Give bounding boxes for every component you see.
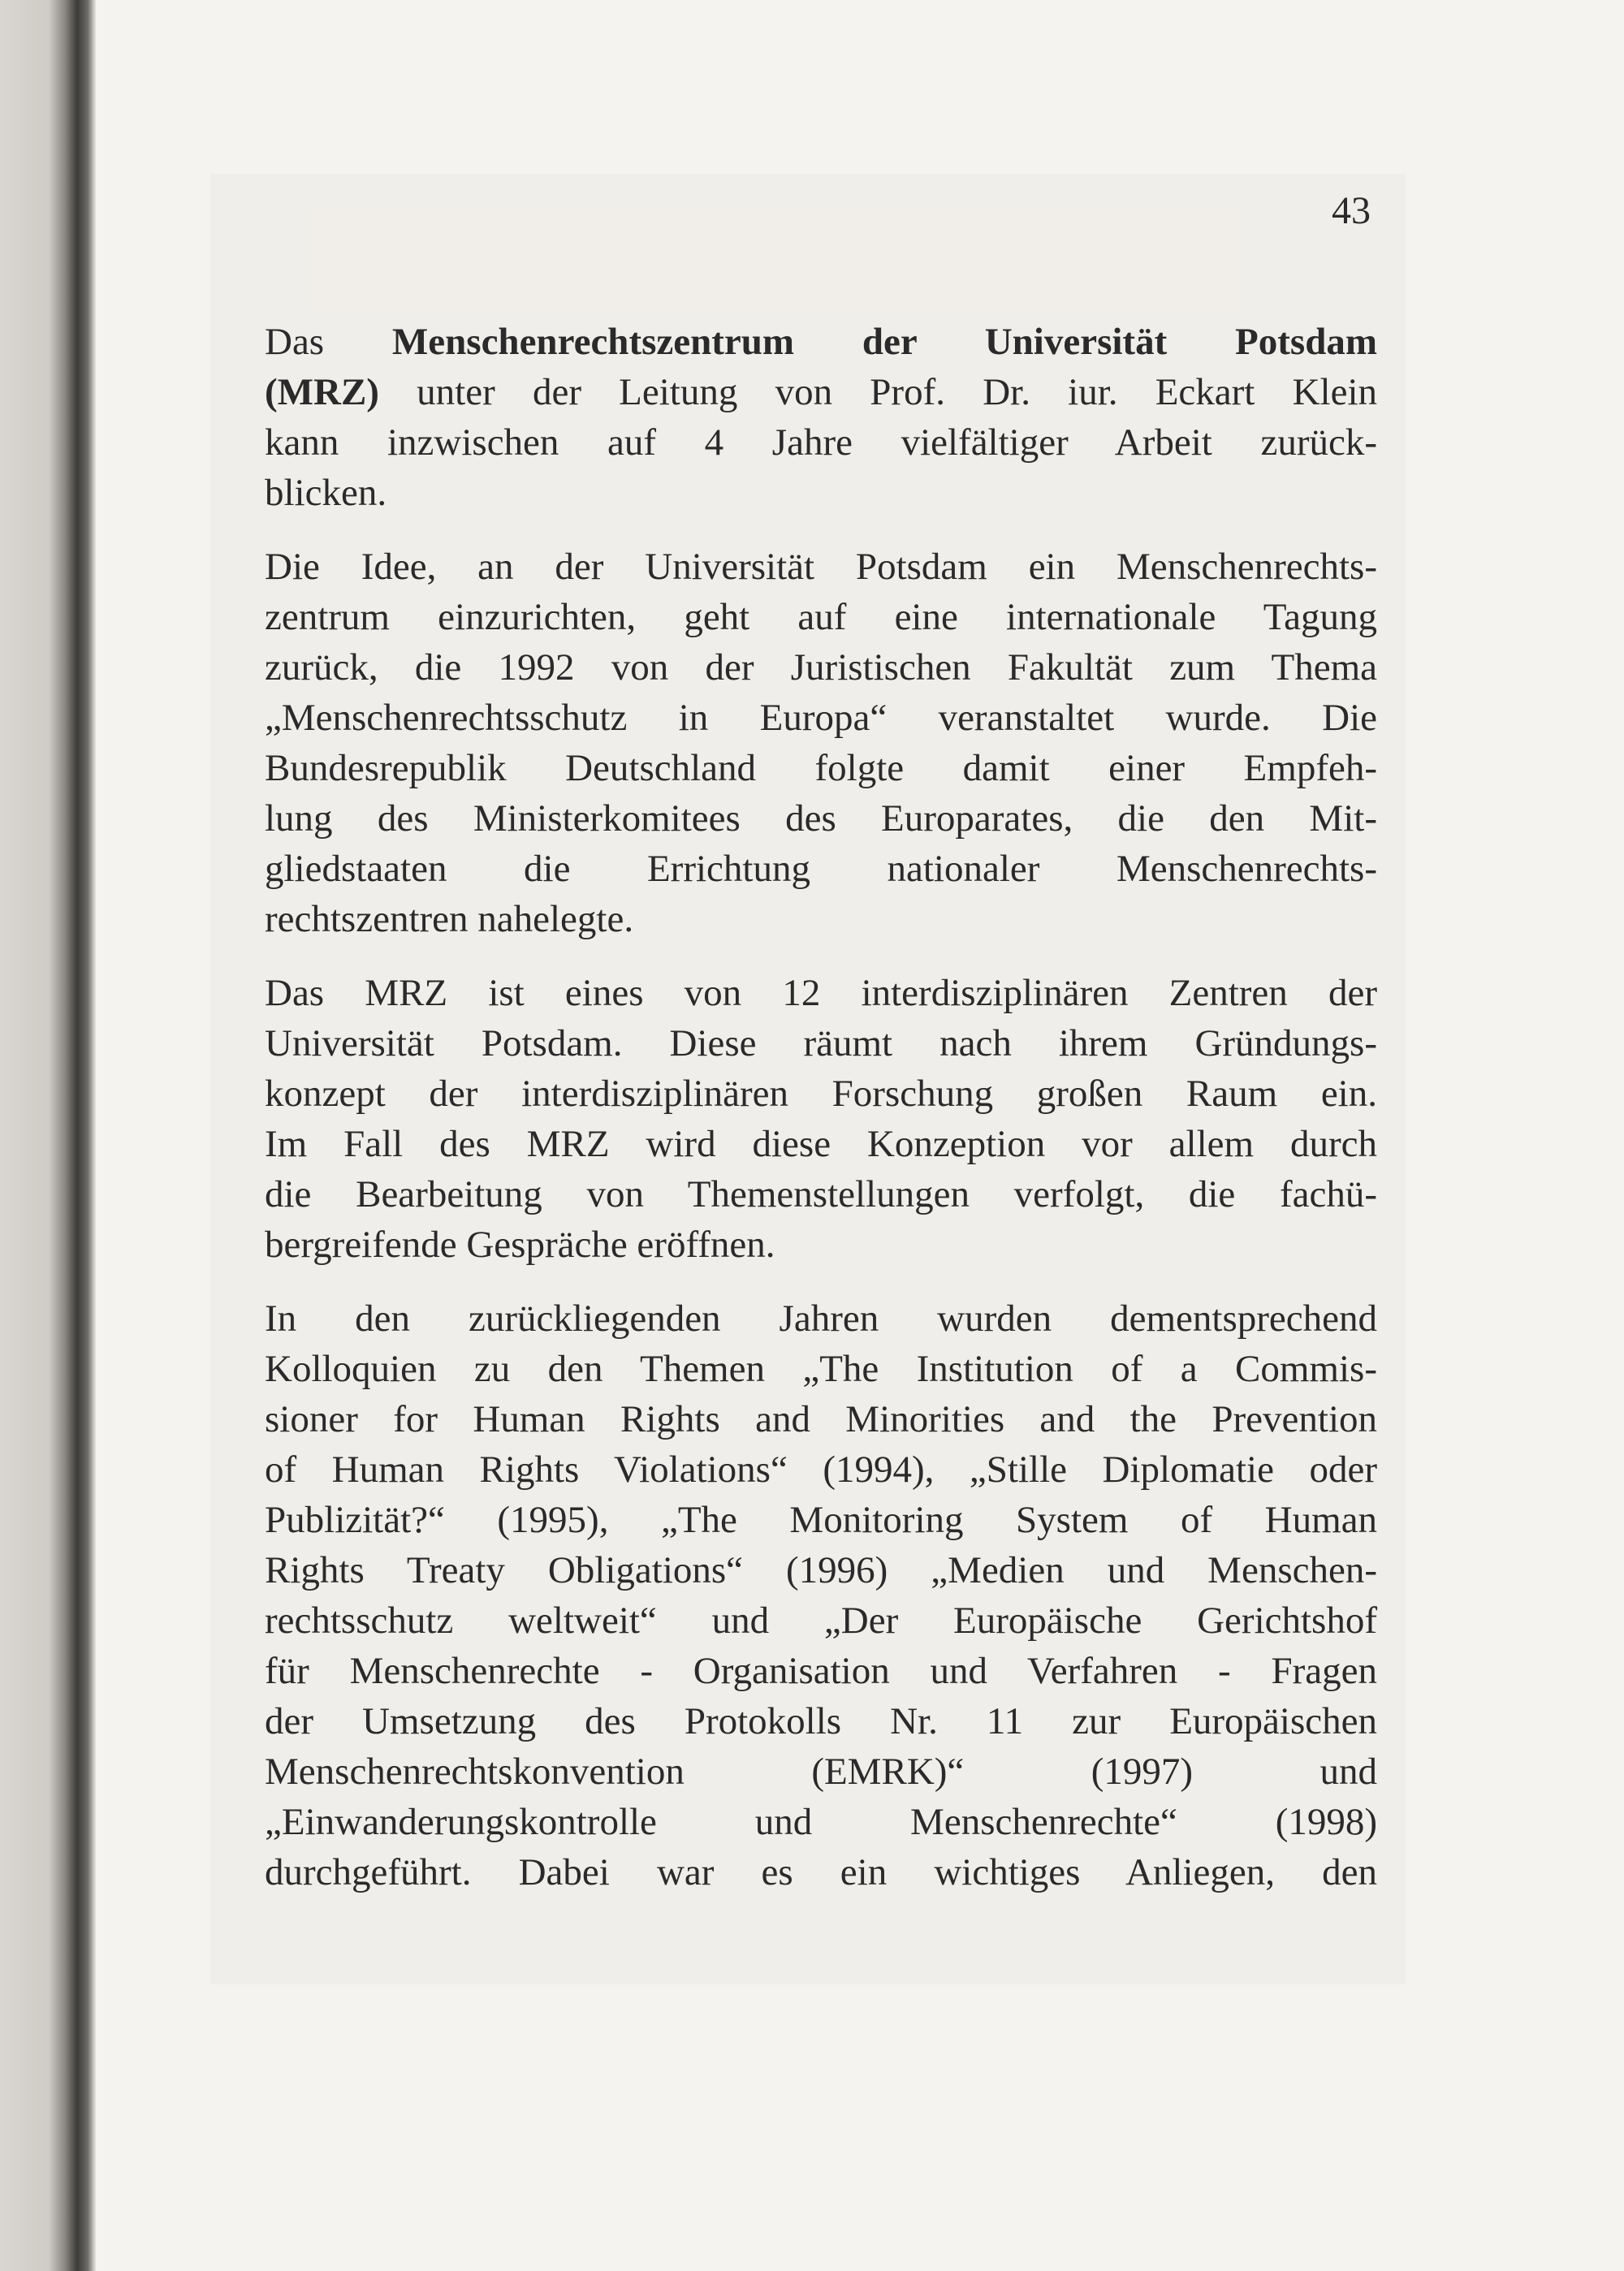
text-line (265, 1293, 1377, 1344)
text-span: Das MRZ ist eines von 12 interdisziplinären Zentren der (265, 972, 1377, 1014)
bold-text: (MRZ) (265, 371, 379, 413)
text-line (265, 1545, 1377, 1595)
text-line (265, 542, 1377, 592)
text-line (265, 642, 1377, 693)
body-text (265, 317, 1377, 1921)
text-line (265, 1394, 1377, 1444)
text-line (265, 743, 1377, 793)
text-line (265, 1018, 1377, 1069)
text-span: kann inzwischen auf 4 Jahre vielfältiger Arbeit zurück- (265, 421, 1377, 464)
text-span: Universität Potsdam. Diese räumt nach ihrem Gründungs- (265, 1022, 1377, 1064)
text-span: sioner for Human Rights and Minorities and the Prevention (265, 1398, 1377, 1440)
text-line (265, 1444, 1377, 1495)
text-line (265, 367, 1377, 417)
text-span: rechtszentren nahelegte. (265, 898, 634, 940)
text-line (265, 793, 1377, 844)
text-line (265, 1069, 1377, 1119)
text-span: Das (265, 321, 392, 363)
text-line (265, 844, 1377, 894)
bold-text: Menschenrechtszentrum der Universität Potsdam (391, 321, 1377, 363)
text-line (265, 1696, 1377, 1746)
text-line (265, 894, 1377, 944)
text-span: In den zurückliegenden Jahren wurden dementsprechend (265, 1297, 1377, 1340)
text-span: Bundesrepublik Deutschland folgte damit einer Empfeh- (265, 747, 1377, 789)
text-line (265, 1344, 1377, 1394)
text-line (265, 1169, 1377, 1220)
text-span: Publizität?“ (1995), „The Monitoring System of Human (265, 1499, 1377, 1541)
paragraph (265, 317, 1377, 518)
text-span: Die Idee, an der Universität Potsdam ein Menschenrechts- (265, 546, 1377, 588)
text-span: „Einwanderungskontrolle und Menschenrechte“ (1998) (265, 1801, 1377, 1843)
text-span: der Umsetzung des Protokolls Nr. 11 zur Europäischen (265, 1700, 1377, 1742)
text-line (265, 1495, 1377, 1545)
text-line (265, 317, 1377, 367)
text-span: „Menschenrechtsschutz in Europa“ veranstaltet wurde. Die (265, 697, 1377, 739)
text-line (265, 1797, 1377, 1847)
text-line (265, 1646, 1377, 1696)
text-line (265, 1220, 1377, 1270)
text-line (265, 417, 1377, 468)
text-span: die Bearbeitung von Themenstellungen verfolgt, die fachü- (265, 1173, 1377, 1215)
page-number: 43 (1332, 189, 1371, 232)
text-line (265, 592, 1377, 642)
text-line (265, 1119, 1377, 1169)
text-line (265, 1847, 1377, 1898)
text-span: Rights Treaty Obligations“ (1996) „Medien und Menschen- (265, 1549, 1377, 1591)
text-span: of Human Rights Violations“ (1994), „Stille Diplomatie oder (265, 1449, 1377, 1491)
text-span: zentrum einzurichten, geht auf eine internationale Tagung (265, 596, 1377, 638)
text-span: Kolloquien zu den Themen „The Institution of a Commis- (265, 1348, 1377, 1390)
paragraph (265, 542, 1377, 944)
text-span: Im Fall des MRZ wird diese Konzeption vor allem durch (265, 1123, 1377, 1165)
text-line (265, 693, 1377, 743)
text-span: bergreifende Gespräche eröffnen. (265, 1224, 775, 1266)
paragraph (265, 1293, 1377, 1898)
text-span: gliedstaaten die Errichtung nationaler Menschenrechts- (265, 848, 1377, 890)
text-span: blicken. (265, 472, 387, 514)
text-line (265, 1746, 1377, 1797)
text-line (265, 968, 1377, 1018)
paragraph (265, 968, 1377, 1270)
text-span: durchgeführt. Dabei war es ein wichtiges Anliegen, den (265, 1851, 1377, 1893)
text-line (265, 1595, 1377, 1646)
text-span: rechtsschutz weltweit“ und „Der Europäische Gerichtshof (265, 1600, 1377, 1642)
text-span: unter der Leitung von Prof. Dr. iur. Eckart Klein (378, 371, 1377, 413)
text-span: Menschenrechtskonvention (EMRK)“ (1997) und (265, 1751, 1377, 1793)
text-span: zurück, die 1992 von der Juristischen Fakultät zum Thema (265, 646, 1377, 689)
text-span: lung des Ministerkomitees des Europarates, die den Mit- (265, 797, 1377, 840)
text-span: konzept der interdisziplinären Forschung großen Raum ein. (265, 1073, 1377, 1115)
text-span: für Menschenrechte - Organisation und Verfahren - Fragen (265, 1650, 1377, 1692)
text-line (265, 468, 1377, 518)
book-binding-edge (0, 0, 96, 2271)
